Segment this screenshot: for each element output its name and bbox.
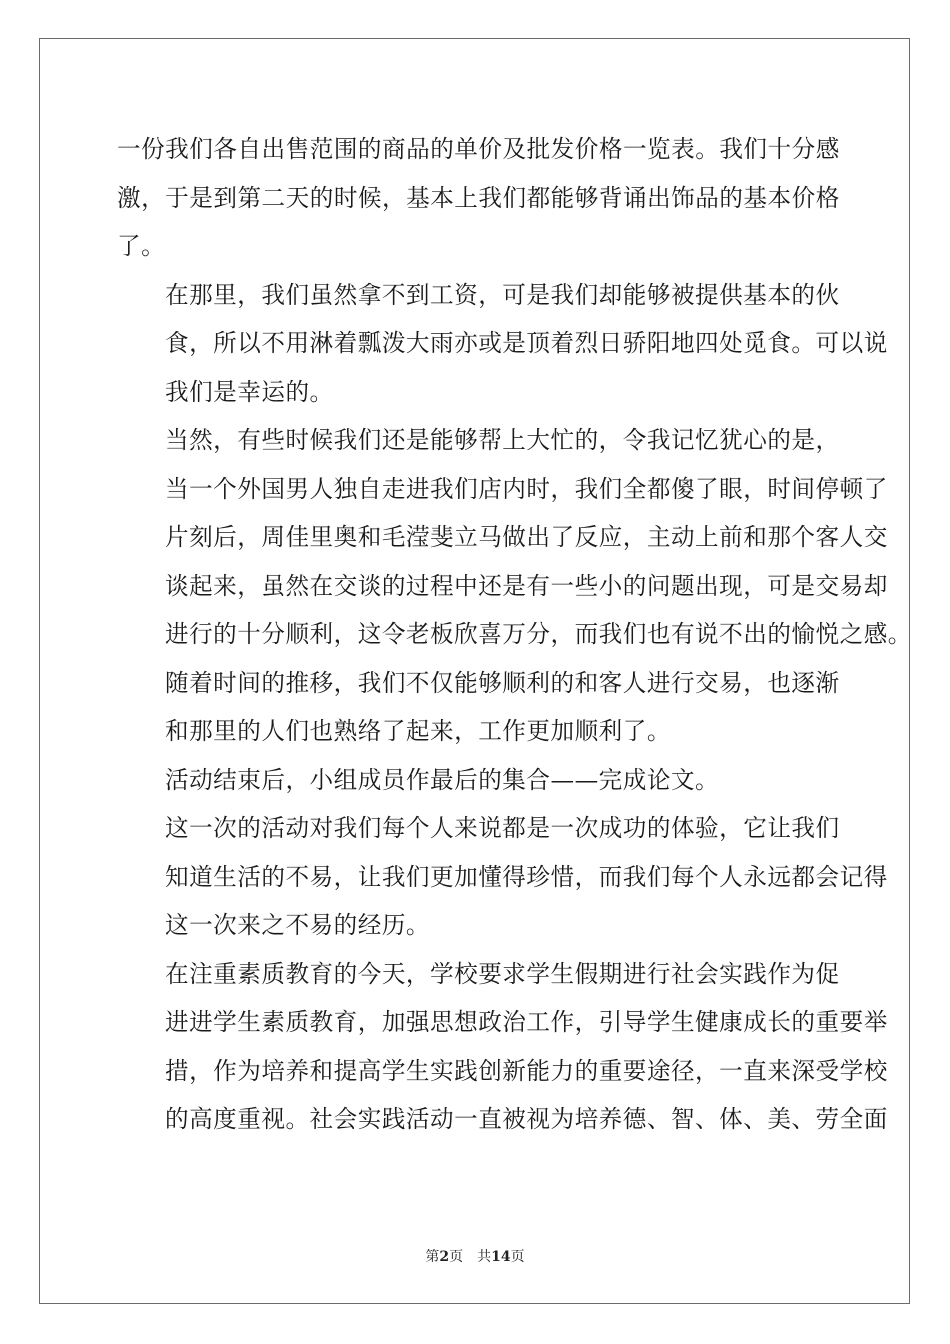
page-indicator: 第2页	[425, 1249, 464, 1265]
text-line: 进行的十分顺利，这令老板欣喜万分，而我们也有说不出的愉悦之感。	[165, 620, 912, 648]
text-line: 食，所以不用淋着瓢泼大雨亦或是顶着烈日骄阳地四处觅食。可以说	[165, 329, 888, 357]
text-line: 当然，有些时候我们还是能够帮上大忙的，令我记忆犹心的是，	[165, 426, 840, 454]
text-line: 激，于是到第二天的时候，基本上我们都能够背诵出饰品的基本价格	[117, 183, 840, 212]
text-line: 在那里，我们虽然拿不到工资，可是我们却能够被提供基本的伙	[165, 280, 840, 309]
document-body	[117, 125, 912, 1144]
total-pages-number: 14	[491, 1249, 511, 1265]
text-line: 措，作为培养和提高学生实践创新能力的重要途径，一直来深受学校	[165, 1056, 888, 1085]
paragraph	[117, 756, 833, 805]
text-line: 当一个外国男人独自走进我们店内时，我们全都傻了眼，时间停顿了	[165, 474, 888, 503]
text-line: 这一次来之不易的经历。	[165, 911, 431, 939]
text-line: 在注重素质教育的今天，学校要求学生假期进行社会实践作为促	[165, 959, 840, 988]
paragraph	[117, 271, 888, 417]
text-line: 随着时间的推移，我们不仅能够顺利的和客人进行交易，也逐渐	[165, 668, 840, 697]
paragraph	[117, 950, 888, 1144]
page-footer	[0, 1246, 950, 1266]
text-line: 谈起来，虽然在交谈的过程中还是有一些小的问题出现，可是交易却	[165, 571, 888, 600]
text-line: 进进学生素质教育，加强思想政治工作，引导学生健康成长的重要举	[165, 1008, 888, 1036]
text-line: 活动结束后，小组成员作最后的集合——完成论文。	[165, 765, 720, 794]
text-line: 的高度重视。社会实践活动一直被视为培养德、智、体、美、劳全面	[165, 1105, 888, 1133]
paragraph	[117, 659, 840, 756]
text-line: 了。	[117, 232, 166, 260]
paragraph	[117, 416, 912, 659]
text-line: 我们是幸运的。	[165, 377, 334, 406]
current-page-number: 2	[439, 1249, 450, 1265]
text-line: 一份我们各自出售范围的商品的单价及批发价格一览表。我们十分感	[117, 135, 840, 163]
text-line: 片刻后，周佳里奥和毛滢斐立马做出了反应，主动上前和那个客人交	[165, 523, 888, 551]
paragraph	[117, 125, 840, 271]
text-line: 这一次的活动对我们每个人来说都是一次成功的体验，它让我们	[165, 814, 840, 842]
text-line: 和那里的人们也熟络了起来，工作更加顺利了。	[165, 717, 671, 745]
text-line: 知道生活的不易，让我们更加懂得珍惜，而我们每个人永远都会记得	[165, 862, 888, 891]
total-pages-indicator: 共14页	[477, 1249, 525, 1265]
paragraph	[117, 804, 888, 950]
